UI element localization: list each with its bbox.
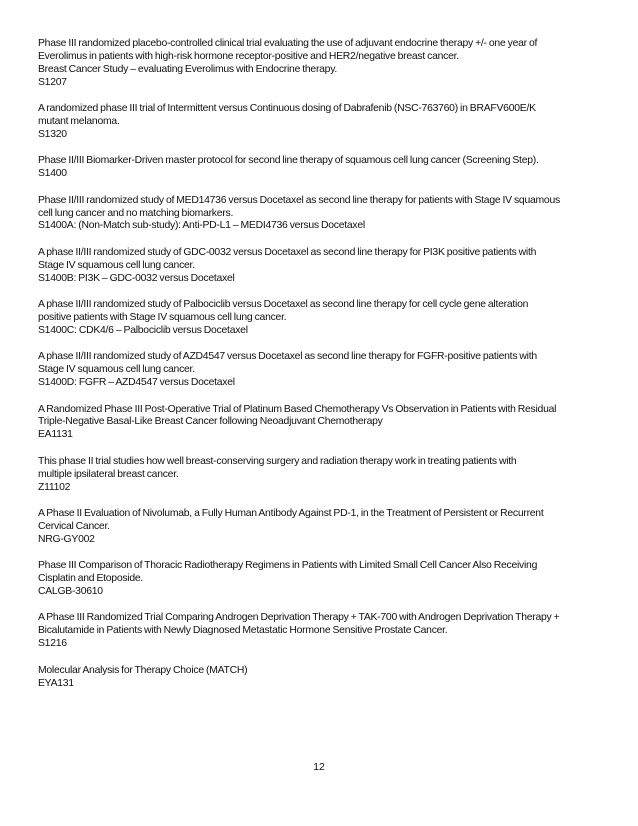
trial-line: Cervical Cancer.	[38, 520, 110, 532]
trial-line: Cisplatin and Etoposide.	[38, 573, 144, 585]
document-page	[38, 38, 606, 704]
trial-line: multiple ipsilateral breast cancer.	[38, 468, 179, 480]
trial-id: S1400D: FGFR – AZD4547 versus Docetaxel	[38, 377, 235, 389]
trial-line: A Phase II Evaluation of Nivolumab, a Fully Human Antibody Against PD-1, in the Treatment of Persistent or Recurrent	[38, 507, 544, 519]
trial-line: A Randomized Phase III Post-Operative Trial of Platinum Based Chemotherapy Vs Observation in Patients with Residual	[38, 403, 557, 415]
trial-line: Bicalutamide in Patients with Newly Diagnosed Metastatic Hormone Sensitive Prostate Cancer.	[38, 625, 448, 637]
trial-id: EYA131	[38, 677, 74, 689]
trial-line: mutant melanoma.	[38, 116, 120, 128]
trial-line: Stage IV squamous cell lung cancer.	[38, 259, 195, 271]
trial-line: Breast Cancer Study – evaluating Everolimus with Endocrine therapy.	[38, 63, 338, 75]
trial-id: S1320	[38, 128, 67, 140]
page-number: 12	[313, 762, 325, 773]
trial-id: EA1131	[38, 429, 73, 441]
trial-id: S1400B: PI3K – GDC-0032 versus Docetaxel	[38, 272, 235, 284]
trial-line: Phase II/III randomized study of MED14736 versus Docetaxel as second line therapy for patients with Stage IV squamous	[38, 194, 560, 206]
trial-entry	[38, 456, 606, 495]
trial-entry	[38, 404, 606, 443]
trial-line: A phase II/III randomized study of AZD4547 versus Docetaxel as second line therapy for FGFR-positive patients with	[38, 351, 537, 363]
trial-line: Stage IV squamous cell lung cancer.	[38, 364, 195, 376]
trial-line: A phase II/III randomized study of Palbociclib versus Docetaxel as second line therapy for cell cycle gene alteration	[38, 299, 529, 311]
trial-id: CALGB-30610	[38, 586, 103, 597]
trial-line: positive patients with Stage IV squamous cell lung cancer.	[38, 312, 287, 323]
trial-entry	[38, 665, 606, 691]
trial-line: Molecular Analysis for Therapy Choice (MATCH)	[38, 664, 248, 676]
trial-entry	[38, 247, 606, 286]
trial-entry	[38, 612, 606, 651]
trial-line: A phase II/III randomized study of GDC-0032 versus Docetaxel as second line therapy for PI3K positive patients with	[38, 246, 537, 258]
trial-id: S1207	[38, 76, 67, 88]
trial-entry	[38, 195, 606, 234]
trial-id: S1216	[38, 638, 67, 650]
trial-entry	[38, 351, 606, 390]
trial-line: A randomized phase III trial of Intermittent versus Continuous dosing of Dabrafenib (NSC-763760) in BRAFV600E/K	[38, 103, 536, 115]
trial-entry	[38, 560, 606, 599]
trial-line: This phase II trial studies how well breast-conserving surgery and radiation therapy work in treating patients with	[38, 455, 517, 467]
trial-entry	[38, 103, 606, 142]
trial-id: S1400A: (Non-Match sub-study): Anti-PD-L1 – MEDI4736 versus Docetaxel	[38, 220, 365, 232]
trial-entry	[38, 155, 606, 181]
trial-id: NRG-GY002	[38, 533, 95, 545]
trial-id: S1400C: CDK4/6 – Palbociclib versus Docetaxel	[38, 324, 248, 336]
trial-line: Phase II/III Biomarker-Driven master protocol for second line therapy of squamous cell lung cancer (Screening Step).	[38, 155, 539, 167]
trial-line: Everolimus in patients with high-risk hormone receptor-positive and HER2/negative breast cancer.	[38, 50, 459, 62]
trial-entry	[38, 299, 606, 338]
trial-line: Triple-Negative Basal-Like Breast Cancer following Neoadjuvant Chemotherapy	[38, 416, 383, 428]
trial-line: Phase III Comparison of Thoracic Radiotherapy Regimens in Patients with Limited Small Cell Cancer Also Receiving	[38, 560, 538, 572]
trial-line: cell lung cancer and no matching biomarkers.	[38, 207, 234, 219]
trial-line: A Phase III Randomized Trial Comparing Androgen Deprivation Therapy + TAK-700 with Androgen Deprivation Therapy +	[38, 612, 560, 624]
trial-line: Phase III randomized placebo-controlled clinical trial evaluating the use of adjuvant endocrine therapy +/- one year of	[38, 38, 538, 49]
trial-entry	[38, 38, 606, 90]
trial-id: Z11102	[38, 481, 71, 493]
trial-entry	[38, 508, 606, 547]
trial-id: S1400	[38, 168, 67, 180]
